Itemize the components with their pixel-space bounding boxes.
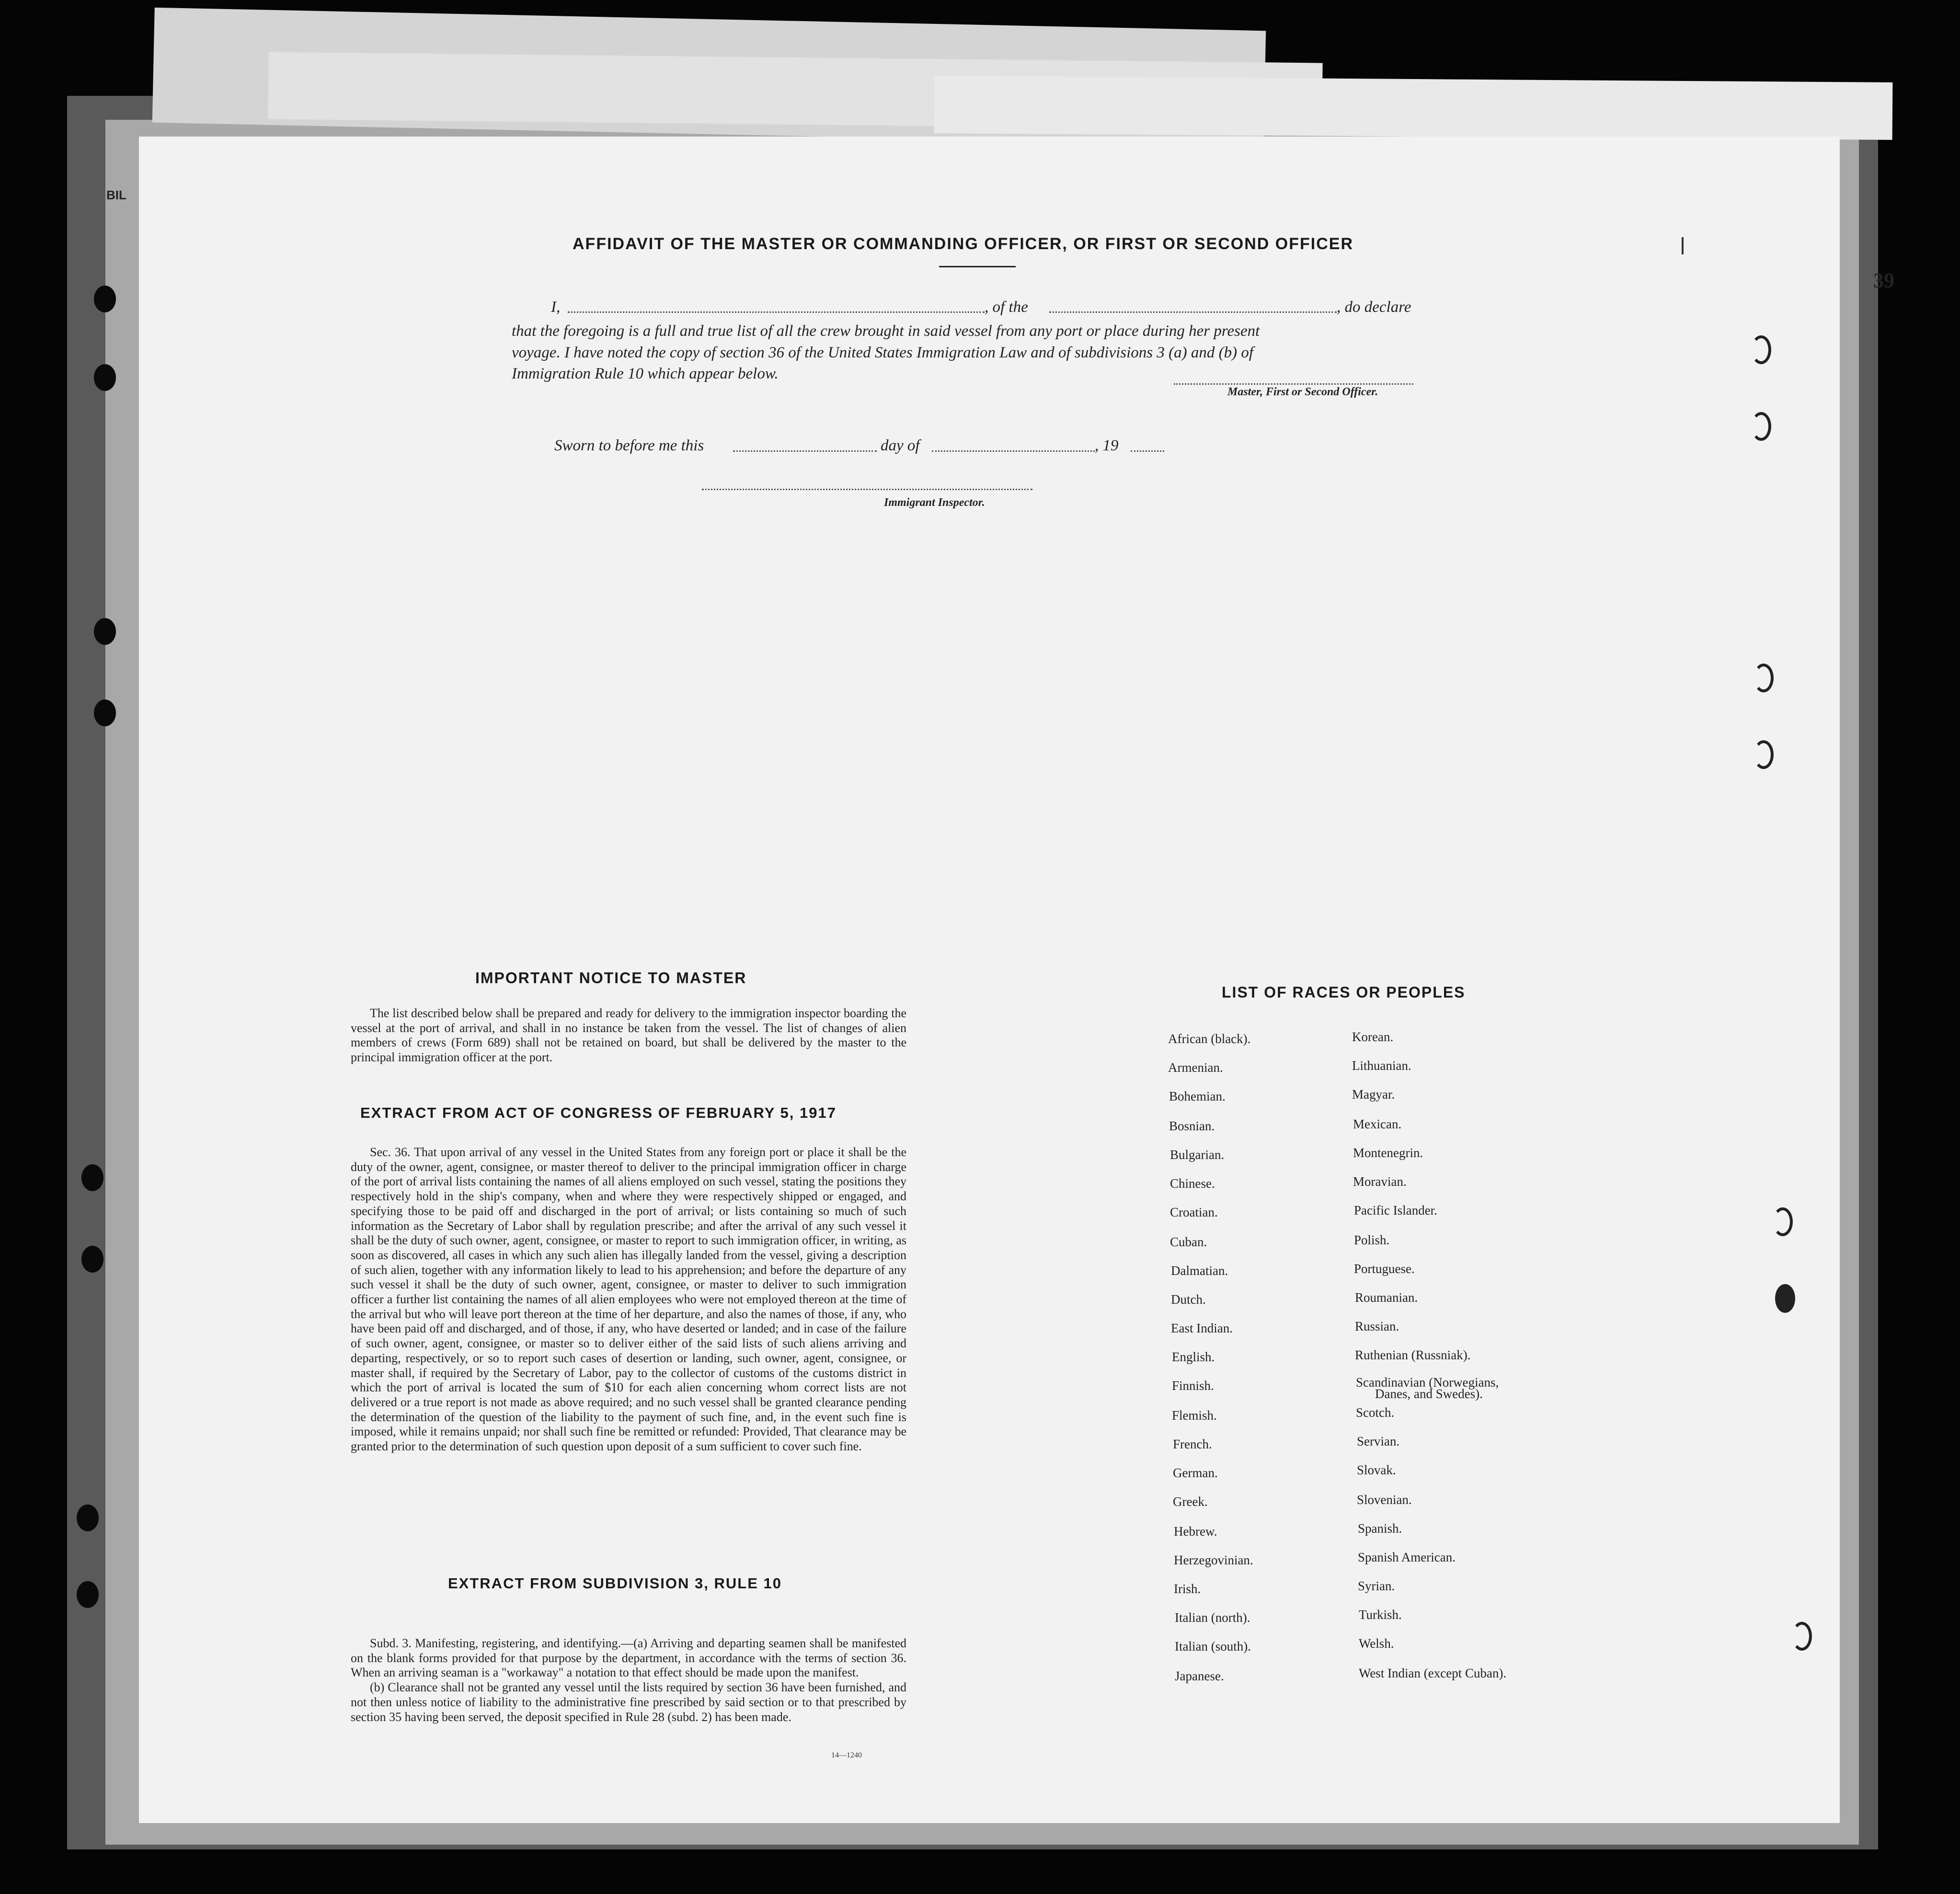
race-left: Japanese. <box>1175 1669 1224 1683</box>
race-left: Italian (south). <box>1175 1639 1251 1653</box>
races-title: LIST OF RACES OR PEOPLES <box>1222 984 1466 1001</box>
race-right: Magyar. <box>1352 1087 1395 1102</box>
race-right: Welsh. <box>1359 1636 1394 1651</box>
affidavit-title: AFFIDAVIT OF THE MASTER OR COMMANDING OFFICER, OR FIRST OR SECOND OFFICER <box>573 235 1353 253</box>
master-signature-line[interactable] <box>1174 383 1413 385</box>
race-right-scandinavian <box>1356 1377 1499 1400</box>
race-right: Russian. <box>1355 1319 1399 1333</box>
binder-hole <box>94 618 116 645</box>
race-right: Mexican. <box>1353 1117 1402 1131</box>
race-right: Polish. <box>1354 1233 1390 1247</box>
extract-act-text: Sec. 36. That upon arrival of any vessel in the United States from any foreign port or place it shall be the duty of the owner, agent, consignee, or master thereof to deliver to the principal immigration officer in charge of the port of arrival lists containing the names of all aliens employed on such vessel, stating the positions they respectively hold in the ship's company, when and where they were respectively shipped or engaged, and specifying those to be paid off and discharged in the port of arrival; or lists containing so much of such information as the Secretary of Labor shall by regulation prescribe; and after the arrival of any such vessel it shall be the duty of such owner, agent, consignee, or master to report to such immigration officer, in writing, as soon as discovered, all cases in which any such alien has illegally landed from the vessel, giving a description of such alien, together with any information likely to lead to his apprehension; and before the departure of any such vessel it shall be the duty of such owner, agent, consignee, or master to deliver to such immigration officer a further list containing the names of all alien employees who were not employed thereon at the time of the arrival but who will leave port thereon at the time of her departure, and also the names of those, if any, who have been paid off and discharged, and of those, if any, who have deserted or landed; and in case of the failure of such owner, agent, consignee, or master so to deliver either of the said lists of such aliens arriving and departing, respectively, or so to report such cases of desertion or landing, such owner, agent, consignee, or master shall, if required by the Secretary of Labor, pay to the collector of customs of the customs district in which the port of arrival is located the sum of $10 for each alien concerning whom correct lists are not delivered or a true report is not made as above required; and no such vessel shall be granted clearance pending the determination of the question of the liability to the payment of such fine, and, in the event such fine is imposed, while it remains unpaid; nor shall such fine be remitted or refunded: Provided, That clearance may be granted prior to the determination of such question upon deposit of a sum sufficient to cover such fine. <box>351 1145 906 1454</box>
race-right: Servian. <box>1357 1434 1400 1448</box>
race-right: Slovenian. <box>1357 1492 1412 1507</box>
race-right: Spanish. <box>1358 1521 1402 1536</box>
name-blank[interactable] <box>568 311 985 313</box>
punch-hole <box>1751 335 1771 364</box>
stub-text: BIL <box>106 188 126 202</box>
race-right: Syrian. <box>1358 1579 1395 1593</box>
notice-title: IMPORTANT NOTICE TO MASTER <box>475 969 747 987</box>
race-left: Italian (north). <box>1175 1610 1250 1625</box>
extract-rule-title: EXTRACT FROM SUBDIVISION 3, RULE 10 <box>448 1575 782 1592</box>
race-right: Moravian. <box>1353 1174 1407 1189</box>
binder-hole <box>81 1164 103 1191</box>
extract-act-title: EXTRACT FROM ACT OF CONGRESS OF FEBRUARY 5, 1917 <box>360 1104 837 1121</box>
race-left: Bosnian. <box>1169 1119 1215 1133</box>
race-left: Croatian. <box>1170 1205 1218 1219</box>
document-page <box>139 137 1840 1823</box>
punch-hole <box>1754 664 1774 692</box>
binder-hole <box>77 1581 99 1608</box>
race-right: Slovak. <box>1357 1463 1396 1477</box>
race-right: Korean. <box>1352 1030 1394 1044</box>
margin-tick <box>1682 237 1684 254</box>
sworn-prefix: Sworn to before me this <box>554 437 704 454</box>
binder-hole <box>81 1246 103 1273</box>
race-right: Spanish American. <box>1358 1550 1456 1564</box>
sworn-year: , 19 <box>1095 437 1119 454</box>
extract-rule-para-b: (b) Clearance shall not be granted any vessel until the lists required by section 36 have been furnished, and not then unless notice of liability to the administrative fine prescribed by said section or to that prescribed by section 35 having been served, the deposit specified in Rule 28 (subd. 2) has been made. <box>351 1680 906 1724</box>
binder-hole <box>77 1504 99 1531</box>
race-right: Scotch. <box>1356 1405 1395 1420</box>
vessel-blank[interactable] <box>1049 311 1337 313</box>
race-left: Armenian. <box>1168 1060 1223 1075</box>
extract-act-body <box>351 1145 906 1454</box>
extract-rule-body <box>351 1636 906 1724</box>
month-blank[interactable] <box>932 450 1095 452</box>
race-left: French. <box>1173 1437 1212 1451</box>
affidavit-line-3: voyage. I have noted the copy of section 36 of the United States Immigration Law and of subdivisions 3 (a) and (b) of <box>512 344 1254 361</box>
notice-body <box>351 1006 906 1065</box>
race-left: Flemish. <box>1172 1408 1217 1423</box>
race-right: Turkish. <box>1359 1607 1402 1622</box>
punch-hole <box>1751 412 1771 441</box>
race-left: Dalmatian. <box>1171 1263 1228 1278</box>
race-right: Danes, and Swedes). <box>1375 1387 1483 1401</box>
affidavit-of-the: , of the <box>985 298 1028 316</box>
sworn-day-of: day of <box>881 437 920 454</box>
punch-hole <box>1773 1207 1793 1236</box>
race-left: English. <box>1172 1350 1215 1364</box>
race-right: Ruthenian (Russniak). <box>1355 1348 1471 1362</box>
race-left: Bulgarian. <box>1170 1148 1225 1162</box>
affidavit-i: I, <box>551 298 561 316</box>
race-right: Portuguese. <box>1354 1262 1415 1276</box>
punch-hole <box>1792 1622 1812 1651</box>
affidavit-line-4: Immigration Rule 10 which appear below. <box>512 365 779 382</box>
punch-hole <box>1775 1284 1795 1313</box>
race-left: Cuban. <box>1170 1235 1207 1249</box>
race-left: Greek. <box>1173 1494 1208 1509</box>
race-right: Pacific Islander. <box>1354 1203 1437 1217</box>
title-rule <box>939 266 1016 267</box>
race-right: Montenegrin. <box>1353 1146 1423 1160</box>
year-blank[interactable] <box>1131 450 1164 452</box>
binder-hole <box>94 364 116 391</box>
binder-hole <box>94 286 116 312</box>
affidavit-line-2: that the foregoing is a full and true list of all the crew brought in said vessel from any port or place during her present <box>512 322 1260 340</box>
race-left: African (black). <box>1168 1032 1251 1046</box>
race-left: Dutch. <box>1171 1292 1206 1307</box>
page-number: 39 <box>1873 269 1894 292</box>
extract-rule-para-a: Subd. 3. Manifesting, registering, and identifying.—(a) Arriving and departing seamen shall be manifested on the blank forms provided for that purpose by the department, in accordance with the terms of section 36. When an arriving seaman is a "workaway" a notation to that effect should be made upon the manifest. <box>351 1636 906 1680</box>
inspector-signature-label: Immigrant Inspector. <box>884 496 985 509</box>
form-number: 14—1240 <box>831 1751 862 1759</box>
notice-text: The list described below shall be prepared and ready for delivery to the immigration inspector boarding the vessel at the port of arrival, and shall in no instance be taken from the vessel. The list of changes of alien members of crews (Form 689) shall not be retained on board, but shall be delivered by the master to the principal immigration officer at the port. <box>351 1006 906 1065</box>
race-left: Chinese. <box>1170 1176 1215 1191</box>
race-left: Herzegovinian. <box>1174 1553 1253 1567</box>
race-right: West Indian (except Cuban). <box>1359 1666 1507 1680</box>
punch-hole <box>1754 740 1774 769</box>
race-left: Hebrew. <box>1174 1524 1217 1538</box>
race-right: Roumanian. <box>1355 1290 1418 1305</box>
back-sheet-top-right <box>934 76 1893 140</box>
binder-hole <box>94 700 116 726</box>
affidavit-do-declare: , do declare <box>1337 298 1411 316</box>
race-right: Lithuanian. <box>1352 1058 1411 1073</box>
race-left: Finnish. <box>1172 1378 1214 1393</box>
race-right: Scandinavian (Norwegians, <box>1356 1375 1499 1389</box>
inspector-signature-line[interactable] <box>702 489 1032 490</box>
race-left: Bohemian. <box>1169 1089 1226 1103</box>
race-left: Irish. <box>1174 1582 1201 1596</box>
master-signature-label: Master, First or Second Officer. <box>1227 386 1378 398</box>
race-left: East Indian. <box>1171 1321 1233 1335</box>
day-blank[interactable] <box>733 450 877 452</box>
race-left: German. <box>1173 1466 1218 1480</box>
